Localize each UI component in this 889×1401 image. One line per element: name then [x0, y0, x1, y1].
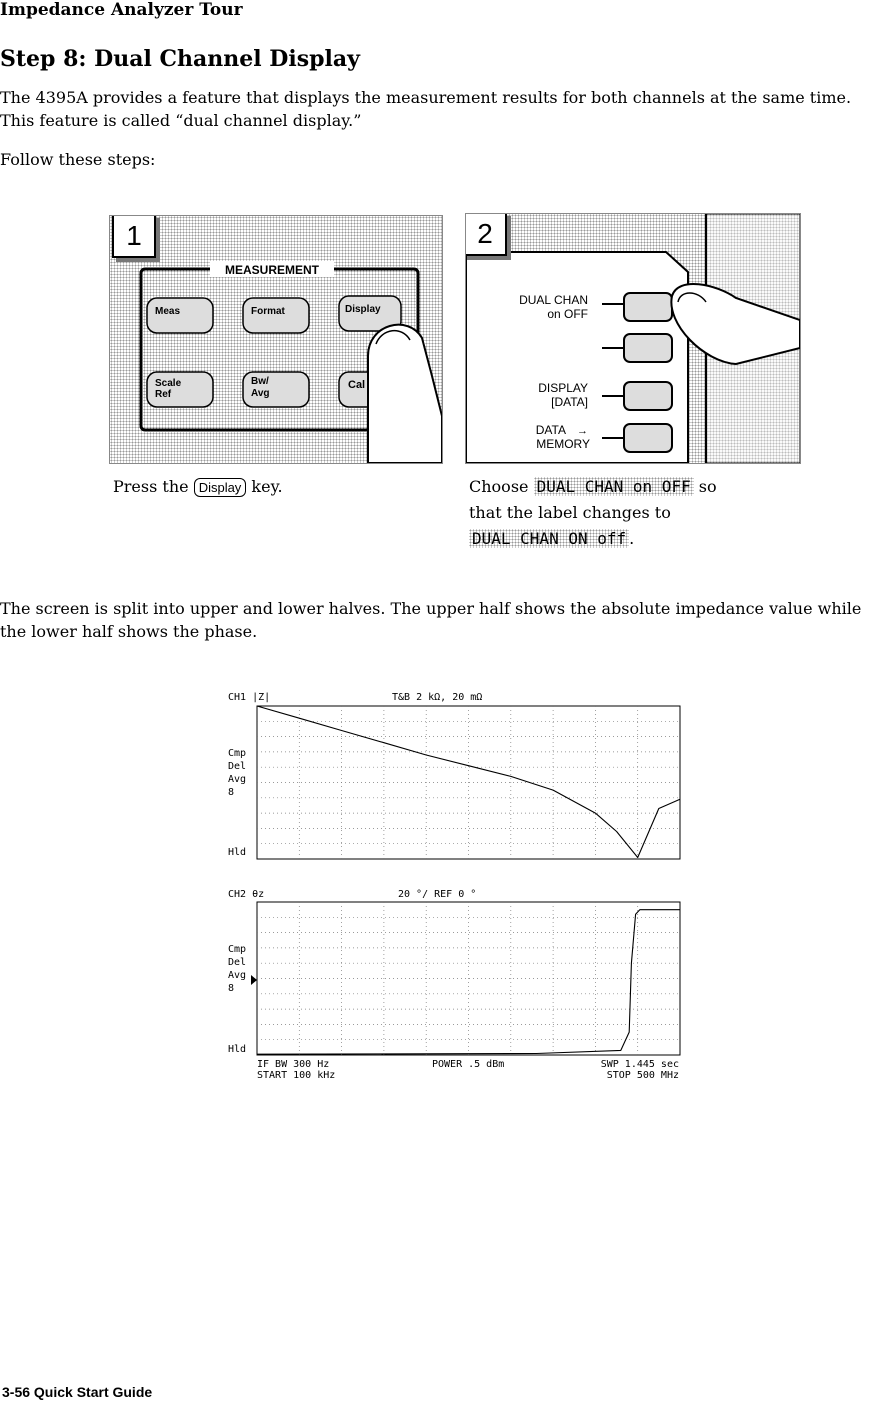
key-format [243, 298, 309, 333]
if-bw-readout: IF BW 300 Hz [257, 1059, 330, 1070]
key-avg-label: Avg [251, 388, 270, 399]
key-cal-label: Cal [348, 379, 366, 391]
ch2-annotation-avg: Avg [228, 970, 247, 981]
display-softkey-label: DISPLAY [538, 381, 588, 395]
follow-steps-text: Follow these steps: [0, 150, 156, 169]
panel1-caption-after: key. [246, 477, 283, 496]
step-number-1: 1 [112, 215, 156, 258]
measurement-panel-drawing [110, 216, 442, 463]
key-ref-label: Ref [155, 389, 172, 400]
power-readout: POWER .5 dBm [432, 1059, 505, 1070]
ch2-annotation-8: 8 [228, 983, 235, 994]
intro-paragraph: The 4395A provides a feature that displays the measurement results for both channels at the same time. This feature is called “dual channel display.” [0, 88, 852, 130]
panel2-caption-line1 [469, 474, 717, 500]
analyzer-screen [222, 686, 692, 1081]
finger-icon [368, 325, 442, 463]
measurement-panel-illustration [109, 215, 443, 464]
ch2-annotation-del: Del [228, 957, 247, 968]
page-footer: 3-56 Quick Start Guide [2, 1384, 153, 1400]
panel2-caption-end: . [629, 529, 635, 548]
panel2-caption [469, 474, 717, 552]
key-bw-avg [243, 372, 309, 407]
running-header: Impedance Analyzer Tour [0, 0, 243, 20]
start-frequency: START 100 kHz [257, 1070, 336, 1081]
step-title: Step 8: Dual Channel Display [0, 46, 360, 72]
panel2-caption-choose: Choose [469, 477, 534, 496]
on-off-label: on OFF [547, 307, 588, 321]
key-display-label: Display [345, 304, 381, 315]
split-screen-paragraph: The screen is split into upper and lower halves. The upper half shows the absolute impedance value while the lower half shows the phase. [0, 599, 862, 641]
ch2-label: CH2 θz [228, 889, 265, 900]
data-arrow-icon: → [577, 425, 588, 437]
softkey-panel-drawing [466, 214, 800, 463]
ch1-annotation-del: Del [228, 761, 247, 772]
softkey-text-before: DUAL CHAN on OFF [534, 477, 694, 496]
key-scale-label: Scale [155, 378, 182, 389]
ch1-annotation-8: 8 [228, 787, 235, 798]
ch2-trace [257, 910, 680, 1054]
sweep-time-readout: SWP 1.445 sec [600, 1059, 679, 1070]
ch2-annotation-cmp: Cmp [228, 944, 247, 955]
memory-label: MEMORY [536, 437, 590, 451]
analyzer-screen-svg [222, 686, 692, 1081]
data-softkey-label: DATA [535, 423, 566, 437]
display-data-label: [DATA] [551, 395, 588, 409]
key-meas-label: Meas [155, 306, 181, 317]
dual-chan-label: DUAL CHAN [519, 293, 588, 307]
ch1-annotation-avg: Avg [228, 774, 247, 785]
key-meas [147, 298, 213, 333]
key-bw-label: Bw/ [251, 376, 269, 387]
softkey-panel-illustration [465, 213, 801, 464]
group-label: MEASUREMENT [224, 263, 320, 277]
key-format-label: Format [251, 306, 285, 317]
ch1-hld: Hld [228, 847, 247, 858]
ch1-annotation-cmp: Cmp [228, 748, 247, 759]
panel2-caption-line3 [469, 526, 717, 552]
key-scale-ref [147, 372, 213, 407]
ch2-scale: 20 °/ REF 0 ° [398, 889, 477, 900]
panel2-caption-line2: that the label changes to [469, 503, 671, 522]
ch2-hld: Hld [228, 1044, 247, 1055]
display-keycap: Display [194, 478, 247, 497]
ch1-scale: T&B 2 kΩ, 20 mΩ [392, 692, 483, 703]
step-number-2: 2 [465, 213, 507, 256]
ch1-label: CH1 |Z| [228, 692, 271, 703]
panel2-caption-so: so [693, 477, 717, 496]
softkey-text-after: DUAL CHAN ON off [469, 529, 629, 548]
panel1-caption [113, 474, 283, 500]
stop-frequency: STOP 500 MHz [606, 1070, 679, 1081]
panel1-caption-before: Press the [113, 477, 194, 496]
reference-marker-icon [251, 975, 257, 985]
